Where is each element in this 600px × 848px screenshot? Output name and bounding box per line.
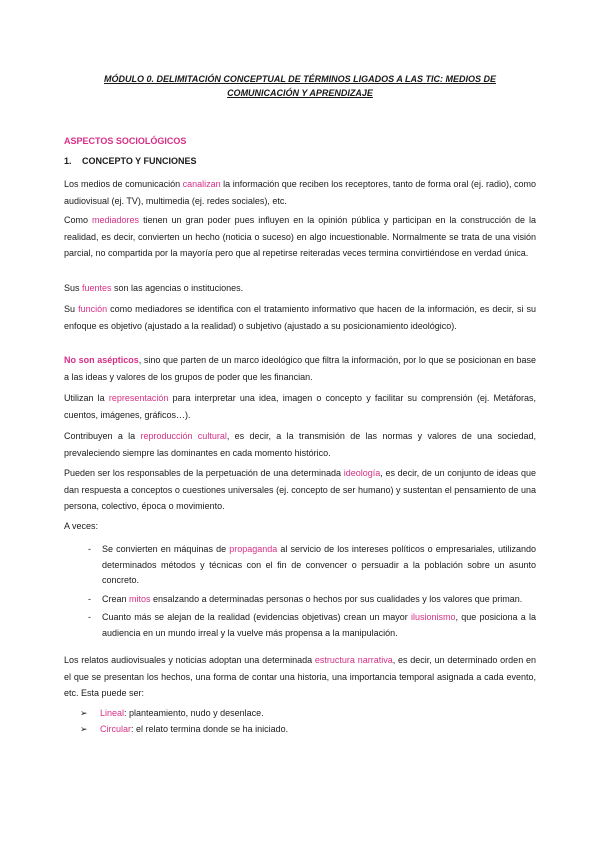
list-item	[64, 610, 536, 641]
highlight-term: mediadores	[92, 215, 140, 225]
text: como mediadores se identifica con el tratamiento informativo que hacen de la información, es decir, si su enfoque es objetivo (ajustado a la realidad) o subjetivo (ajustado a su posicionamiento ideológico).	[64, 304, 537, 331]
arrow-list	[80, 705, 536, 737]
paragraph-representacion	[64, 390, 536, 423]
highlight-term: mitos	[129, 593, 151, 604]
text: Su	[64, 304, 79, 314]
text: : el relato termina donde se ha iniciado.	[131, 724, 289, 734]
paragraph-estructura	[64, 652, 536, 702]
highlight-term: representación	[108, 393, 169, 403]
text: al servicio de los intereses políticos o empresariales, utilizando determinados métodos y técnicas con el fin de convencer o persuadir a la población sobre un asunto concreto.	[102, 544, 536, 585]
text: Contribuyen a la	[64, 431, 141, 441]
text: , es decir, a la transmisión de las normas y valores de una sociedad, prevaleciendo siempre las dominantes en cada momento histórico.	[64, 431, 536, 458]
paragraph-mediadores	[64, 212, 536, 262]
text: , es decir, un determinado orden en el que se presentan los hechos, una forma de contar una historia, una importancia temporal asignada a cada evento, etc. Esta puede ser:	[64, 655, 536, 698]
paragraph-ideologia	[64, 465, 536, 515]
paragraph-funcion	[64, 301, 536, 334]
highlight-term: ideología	[343, 468, 381, 478]
text: Los medios de comunicación	[64, 179, 183, 189]
highlight-term: No son asépticos	[64, 355, 139, 365]
section-heading: ASPECTOS SOCIOLÓGICOS	[64, 136, 187, 146]
text: , sino que parten de un marco ideológico que filtra la información, por lo que se posicionan en base a las ideas y valores de los grupos de poder que les financian.	[64, 355, 536, 382]
text: Pueden ser los responsables de la perpetuación de una determinada	[64, 468, 344, 478]
text: tienen un gran poder pues influyen en la opinión pública y participan en la construcción de la realidad, es decir, convierten un hecho (noticia o suceso) en algo incuestionable. Normalmente se trata de una visión parcial, no compartida por la mayoría pero que al repetirse reiteradas veces termina convirtiéndose en verdad única.	[64, 215, 537, 258]
text: para interpretar una idea, imagen o concepto y facilitar su comprensión (ej. Metáforas, cuentos, imágenes, gráficos…).	[64, 393, 537, 420]
text: Los relatos audiovisuales y noticias adoptan una determinada	[64, 655, 315, 665]
text: Cuanto más se alejan de la realidad (evidencias objetivas) crean un mayor	[102, 612, 411, 622]
text: , es decir, de un conjunto de ideas que dan respuesta a conceptos o cuestiones universales (ej. concepto de ser humano) y sustentan el pensamiento de una persona, colectivo, época o movimiento.	[64, 468, 536, 511]
dash-bullet: -	[88, 612, 91, 622]
paragraph-reproduccion	[64, 428, 536, 461]
highlight-term: Lineal	[100, 708, 125, 718]
text: son las agencias o instituciones.	[111, 283, 244, 293]
list-item	[80, 721, 536, 737]
arrow-bullet-icon: ➢	[80, 708, 88, 718]
paragraph-a-veces	[64, 518, 536, 535]
paragraph-canalizan	[64, 176, 536, 209]
highlight-term: Circular	[100, 724, 132, 734]
dash-list	[64, 542, 536, 641]
text: : planteamiento, nudo y desenlace.	[124, 708, 264, 718]
document-title: MÓDULO 0. DELIMITACIÓN CONCEPTUAL DE TÉRMINOS LIGADOS A LAS TIC: MEDIOS DE COMUNICACIÓN Y APRENDIZAJE	[103, 74, 496, 98]
text: Sus	[64, 283, 83, 293]
list-item	[64, 542, 536, 589]
highlight-term: función	[78, 304, 108, 314]
text: Se convierten en máquinas de	[102, 544, 230, 554]
dash-bullet: -	[88, 593, 91, 604]
text: la información que reciben los receptores, tanto de forma oral (ej. radio), como audiovisual (ej. TV), multimedia (ej. redes sociales), etc.	[64, 179, 536, 206]
text: ensalzando a determinadas personas o hechos por sus cualidades y los valores que priman.	[150, 593, 523, 604]
list-item	[80, 705, 536, 721]
highlight-term: propaganda	[229, 544, 278, 554]
highlight-term: estructura narrativa	[314, 655, 393, 665]
text: , que posiciona a la audiencia en un mundo irreal y la vuelve más propensa a la manipulación.	[102, 612, 536, 638]
subheading	[64, 156, 197, 166]
highlight-term: canalizan	[182, 179, 221, 189]
text: Utilizan la	[64, 393, 109, 403]
highlight-term: ilusionismo	[410, 612, 456, 622]
text: A veces:	[64, 521, 99, 531]
text: Crean	[102, 593, 130, 604]
highlight-term: fuentes	[82, 283, 112, 293]
subheading-text: CONCEPTO Y FUNCIONES	[82, 156, 197, 166]
highlight-term: reproducción cultural	[140, 431, 227, 441]
paragraph-asepticos	[64, 352, 536, 385]
subheading-number: 1.	[64, 156, 72, 166]
arrow-bullet-icon: ➢	[80, 724, 88, 734]
dash-bullet: -	[88, 544, 91, 554]
paragraph-fuentes	[64, 280, 536, 297]
list-item	[64, 592, 536, 608]
text: Como	[64, 215, 93, 225]
